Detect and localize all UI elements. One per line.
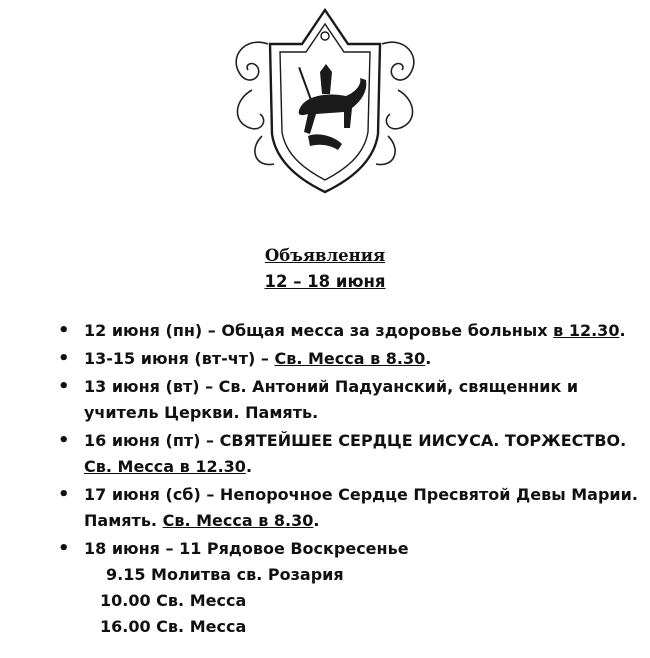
notice-time: Св. Месса в 12.30 [84, 457, 246, 476]
notice-item [56, 536, 646, 640]
announcements-title: Объявления [264, 246, 386, 265]
notice-tail: . [313, 511, 320, 530]
coat-of-arms-emblem [222, 4, 428, 196]
notice-time: Св. Месса в 8.30 [274, 349, 426, 368]
notice-text: 17 июня (сб) – Непорочное Сердце Пресвятой Девы Марии. Память. [84, 485, 638, 530]
notice-item [56, 482, 646, 534]
schedule-line: 9.15 Молитва св. Розария [106, 565, 344, 584]
week-dates: 12 – 18 июня [264, 272, 386, 291]
notice-tail: . [245, 457, 253, 476]
notice-item [56, 346, 646, 372]
notice-tail: . [425, 349, 432, 368]
schedule-line: 10.00 Св. Месса [100, 591, 247, 610]
notice-time: Св. Месса в 8.30 [162, 511, 314, 530]
notice-item [56, 374, 646, 426]
notice-time: в 12.30 [553, 321, 620, 340]
notice-item [56, 428, 646, 480]
notice-text: 13 июня (вт) – Св. Антоний Падуанский, священник и учитель Церкви. Память. [84, 377, 579, 422]
notice-text: 16 июня (пт) – СВЯТЕЙШЕЕ СЕРДЦЕ ИИСУСА. ТОРЖЕСТВО. [84, 431, 627, 450]
notice-tail: . [619, 321, 626, 340]
notice-text: 18 июня – 11 Рядовое Воскресенье [84, 539, 409, 558]
schedule-line: 16.00 Св. Месса [100, 617, 247, 636]
notice-text: 13-15 июня (вт-чт) – [84, 349, 275, 368]
notice-item [56, 318, 646, 344]
notices-list [56, 318, 646, 642]
notice-text: 12 июня (пн) – Общая месса за здоровье больных [84, 321, 554, 340]
